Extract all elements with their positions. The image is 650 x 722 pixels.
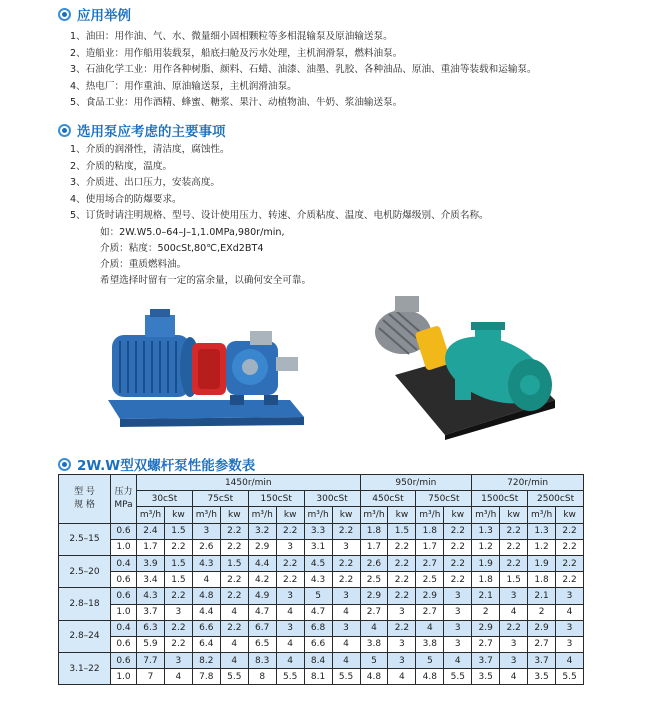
- power-cell: 3: [276, 539, 304, 555]
- flow-cell: 6.6: [192, 620, 220, 636]
- model-header: 型 号 规 格: [59, 475, 111, 524]
- order-example-line: 希望选择时留有一定的富余量，以确何安全可靠。: [100, 275, 312, 286]
- viscosity-header: 75cSt: [192, 491, 248, 507]
- pressure-cell: 0.6: [111, 588, 137, 604]
- power-cell: 4: [220, 636, 248, 652]
- list-item: 2、介质的粘度，温度。: [70, 160, 173, 172]
- model-cell: 2.5–15: [59, 523, 111, 555]
- pressure-cell: 0.6: [111, 523, 137, 539]
- power-cell: 2.2: [388, 620, 416, 636]
- model-cell: 2.8–18: [59, 588, 111, 620]
- table-row: [59, 669, 584, 685]
- power-cell: 2.2: [444, 572, 472, 588]
- viscosity-header: 2500cSt: [528, 491, 584, 507]
- table-row: [59, 555, 584, 571]
- power-cell: 4: [500, 604, 528, 620]
- power-cell: 2.2: [444, 523, 472, 539]
- flow-cell: 3.9: [137, 555, 165, 571]
- order-example-line: 如：2W.W5.0–64–J–1,1.0MPa,980r/min,: [100, 227, 285, 238]
- flow-cell: 6.7: [248, 620, 276, 636]
- unit-flow-header: m³/h: [472, 507, 500, 523]
- section-title-selection: 选用泵应考虑的主要事项: [58, 120, 226, 140]
- power-cell: 3: [388, 604, 416, 620]
- flow-cell: 7.8: [192, 669, 220, 685]
- flow-cell: 1.2: [472, 539, 500, 555]
- flow-cell: 4: [416, 620, 444, 636]
- list-item: 5、订货时请注明规格、型号、设计使用压力、转速、介质粘度、温度、电机防爆级别、介质名称。: [70, 210, 489, 221]
- pressure-header: 压力 MPa: [111, 475, 137, 524]
- flow-cell: 2: [472, 604, 500, 620]
- unit-power-header: kw: [276, 507, 304, 523]
- flow-cell: 4.2: [248, 572, 276, 588]
- flow-cell: 1.2: [528, 539, 556, 555]
- model-cell: 2.5–20: [59, 555, 111, 587]
- viscosity-header: 750cSt: [416, 491, 472, 507]
- flow-cell: 1.3: [528, 523, 556, 539]
- table-row: [59, 620, 584, 636]
- flow-cell: 4: [360, 620, 388, 636]
- list-item: 5、食品工业：用作酒精、蜂蜜、糖浆、果汁、动植物油、牛奶、浆油输送泵。: [70, 97, 403, 108]
- power-cell: 5.5: [332, 669, 360, 685]
- flow-cell: 8.4: [304, 653, 332, 669]
- flow-cell: 3.5: [528, 669, 556, 685]
- list-item: 1、介质的润滑性，清洁度，腐蚀性。: [70, 144, 230, 155]
- flow-cell: 3: [192, 523, 220, 539]
- pressure-cell: 1.0: [111, 669, 137, 685]
- power-cell: 2.2: [332, 523, 360, 539]
- flow-cell: 2.7: [472, 636, 500, 652]
- power-cell: 2.2: [164, 620, 192, 636]
- flow-cell: 3.8: [360, 636, 388, 652]
- flow-cell: 2.9: [360, 588, 388, 604]
- flow-cell: 1.7: [137, 539, 165, 555]
- flow-cell: 3.7: [472, 653, 500, 669]
- flow-cell: 2.6: [192, 539, 220, 555]
- flow-cell: 4.4: [248, 555, 276, 571]
- flow-cell: 6.5: [248, 636, 276, 652]
- power-cell: 4: [332, 653, 360, 669]
- flow-cell: 3.2: [248, 523, 276, 539]
- flow-cell: 4.4: [192, 604, 220, 620]
- unit-power-header: kw: [500, 507, 528, 523]
- flow-cell: 4.7: [248, 604, 276, 620]
- power-cell: 3: [332, 539, 360, 555]
- list-item: 1、油田：用作油、气、水、微量细小固相颗粒等多相混输泵及原油输送泵。: [70, 31, 393, 42]
- viscosity-header: 300cSt: [304, 491, 360, 507]
- unit-flow-header: m³/h: [304, 507, 332, 523]
- flow-cell: 2.7: [416, 555, 444, 571]
- flow-cell: 2.7: [360, 604, 388, 620]
- pressure-cell: 1.0: [111, 604, 137, 620]
- list-item: 2、造船业：用作船用装载泵，船底扫舱及污水处理，主机润滑泵，燃料油泵。: [70, 47, 403, 59]
- viscosity-header: 30cSt: [137, 491, 193, 507]
- unit-power-header: kw: [220, 507, 248, 523]
- flow-cell: 2.1: [472, 588, 500, 604]
- pressure-cell: 1.0: [111, 539, 137, 555]
- flow-cell: 8.3: [248, 653, 276, 669]
- flow-cell: 1.7: [416, 539, 444, 555]
- performance-table: [58, 474, 584, 685]
- power-cell: 2.2: [164, 636, 192, 652]
- power-cell: 2.2: [556, 572, 584, 588]
- flow-cell: 8.2: [192, 653, 220, 669]
- flow-cell: 8: [248, 669, 276, 685]
- table-row: [59, 636, 584, 652]
- viscosity-header: 150cSt: [248, 491, 304, 507]
- power-cell: 3: [332, 620, 360, 636]
- power-cell: 2.2: [556, 523, 584, 539]
- flow-cell: 1.3: [472, 523, 500, 539]
- power-cell: 4: [276, 604, 304, 620]
- unit-flow-header: m³/h: [137, 507, 165, 523]
- model-cell: 3.1–22: [59, 653, 111, 685]
- power-cell: 4: [556, 653, 584, 669]
- power-cell: 2.2: [388, 572, 416, 588]
- power-cell: 3: [556, 636, 584, 652]
- power-cell: 3: [500, 588, 528, 604]
- flow-cell: 7.7: [137, 653, 165, 669]
- flow-cell: 3.1: [304, 539, 332, 555]
- power-cell: 4: [388, 669, 416, 685]
- power-cell: 2.2: [220, 588, 248, 604]
- power-cell: 2.2: [332, 555, 360, 571]
- applications-list: [70, 29, 537, 112]
- flow-cell: 3.7: [137, 604, 165, 620]
- flow-cell: 4.8: [416, 669, 444, 685]
- pressure-cell: 0.4: [111, 555, 137, 571]
- flow-cell: 1.7: [360, 539, 388, 555]
- power-cell: 3: [388, 653, 416, 669]
- power-cell: 4: [332, 636, 360, 652]
- unit-power-header: kw: [332, 507, 360, 523]
- power-cell: 3: [332, 588, 360, 604]
- power-cell: 2.2: [220, 539, 248, 555]
- power-cell: 3: [556, 620, 584, 636]
- power-cell: 3: [164, 653, 192, 669]
- pressure-cell: 0.6: [111, 636, 137, 652]
- power-cell: 3: [500, 653, 528, 669]
- flow-cell: 3.3: [304, 523, 332, 539]
- flow-cell: 8.1: [304, 669, 332, 685]
- flow-cell: 3.8: [416, 636, 444, 652]
- order-example-line: 介质：重质燃料油。: [100, 259, 187, 270]
- power-cell: 4: [276, 636, 304, 652]
- flow-cell: 7: [137, 669, 165, 685]
- flow-cell: 4.5: [304, 555, 332, 571]
- blue-pump-image: [100, 305, 312, 430]
- flow-cell: 4.8: [360, 669, 388, 685]
- flow-cell: 4.3: [192, 555, 220, 571]
- power-cell: 2.2: [164, 588, 192, 604]
- power-cell: 2.2: [388, 539, 416, 555]
- order-example-line: 介质：粘度：500cSt,80℃,EXd2BT4: [100, 243, 264, 254]
- flow-cell: 1.8: [416, 523, 444, 539]
- unit-flow-header: m³/h: [248, 507, 276, 523]
- flow-cell: 3.5: [472, 669, 500, 685]
- power-cell: 2.2: [444, 555, 472, 571]
- table-row: [59, 523, 584, 539]
- pressure-cell: 0.6: [111, 572, 137, 588]
- list-item: 3、介质进、出口压力，安装高度。: [70, 177, 221, 188]
- power-cell: 1.5: [164, 572, 192, 588]
- power-cell: 2.2: [500, 539, 528, 555]
- power-cell: 2.2: [276, 523, 304, 539]
- flow-cell: 2.4: [137, 523, 165, 539]
- flow-cell: 2.7: [528, 636, 556, 652]
- flow-cell: 2.9: [472, 620, 500, 636]
- power-cell: 5.5: [276, 669, 304, 685]
- flow-cell: 4.9: [248, 588, 276, 604]
- flow-cell: 5.9: [137, 636, 165, 652]
- flow-cell: 2.5: [416, 572, 444, 588]
- flow-cell: 4.3: [137, 588, 165, 604]
- pressure-cell: 0.4: [111, 620, 137, 636]
- table-row: [59, 588, 584, 604]
- flow-cell: 1.8: [528, 572, 556, 588]
- flow-cell: 6.3: [137, 620, 165, 636]
- section-title-performance-table: 2W.W型双螺杆泵性能参数表: [58, 454, 255, 474]
- speed-header: 950r/min: [360, 475, 472, 491]
- flow-cell: 2.9: [248, 539, 276, 555]
- circle-bullet-icon: [58, 458, 71, 471]
- flow-cell: 1.9: [472, 555, 500, 571]
- power-cell: 2.2: [500, 523, 528, 539]
- flow-cell: 4.8: [192, 588, 220, 604]
- flow-cell: 1.9: [528, 555, 556, 571]
- power-cell: 5.5: [556, 669, 584, 685]
- power-cell: 2.2: [220, 572, 248, 588]
- unit-power-header: kw: [388, 507, 416, 523]
- power-cell: 3: [444, 636, 472, 652]
- flow-cell: 2.5: [360, 572, 388, 588]
- power-cell: 2.2: [444, 539, 472, 555]
- flow-cell: 4.3: [304, 572, 332, 588]
- table-row: [59, 604, 584, 620]
- power-cell: 3: [444, 588, 472, 604]
- power-cell: 2.2: [220, 523, 248, 539]
- flow-cell: 6.6: [304, 636, 332, 652]
- power-cell: 4: [220, 653, 248, 669]
- power-cell: 2.2: [164, 539, 192, 555]
- power-cell: 4: [276, 653, 304, 669]
- power-cell: 2.2: [388, 555, 416, 571]
- flow-cell: 2.7: [416, 604, 444, 620]
- unit-power-header: kw: [444, 507, 472, 523]
- power-cell: 2.2: [556, 555, 584, 571]
- power-cell: 2.2: [220, 620, 248, 636]
- speed-header: 1450r/min: [137, 475, 361, 491]
- flow-cell: 4: [192, 572, 220, 588]
- section-title-applications: 应用举例: [58, 4, 131, 24]
- power-cell: 5.5: [444, 669, 472, 685]
- power-cell: 4: [444, 653, 472, 669]
- power-cell: 4: [332, 604, 360, 620]
- flow-cell: 2: [528, 604, 556, 620]
- flow-cell: 4.7: [304, 604, 332, 620]
- flow-cell: 3.4: [137, 572, 165, 588]
- power-cell: 3: [444, 620, 472, 636]
- power-cell: 1.5: [220, 555, 248, 571]
- order-example: [100, 225, 311, 289]
- unit-flow-header: m³/h: [528, 507, 556, 523]
- speed-header: 720r/min: [472, 475, 584, 491]
- power-cell: 2.2: [276, 572, 304, 588]
- flow-cell: 2.9: [528, 620, 556, 636]
- unit-flow-header: m³/h: [416, 507, 444, 523]
- power-cell: 4: [220, 604, 248, 620]
- power-cell: 3: [388, 636, 416, 652]
- power-cell: 2.2: [276, 555, 304, 571]
- power-cell: 2.2: [332, 572, 360, 588]
- list-item: 4、热电厂：用作重油、原油输送泵，主机润滑油泵。: [70, 80, 297, 92]
- circle-bullet-icon: [58, 124, 71, 137]
- power-cell: 2.2: [556, 539, 584, 555]
- power-cell: 5.5: [220, 669, 248, 685]
- flow-cell: 2.9: [416, 588, 444, 604]
- viscosity-header: 1500cSt: [472, 491, 528, 507]
- power-cell: 3: [164, 604, 192, 620]
- model-cell: 2.8–24: [59, 620, 111, 652]
- flow-cell: 1.8: [360, 523, 388, 539]
- power-cell: 1.5: [164, 523, 192, 539]
- flow-cell: 1.8: [472, 572, 500, 588]
- power-cell: 2.2: [388, 588, 416, 604]
- teal-pump-image: [365, 290, 565, 440]
- power-cell: 2.2: [500, 555, 528, 571]
- table-row: [59, 653, 584, 669]
- flow-cell: 2.6: [360, 555, 388, 571]
- circle-bullet-icon: [58, 8, 71, 21]
- selection-list: [70, 142, 489, 225]
- table-row: [59, 539, 584, 555]
- power-cell: 3: [500, 636, 528, 652]
- power-cell: 3: [276, 620, 304, 636]
- power-cell: 1.5: [500, 572, 528, 588]
- flow-cell: 5: [304, 588, 332, 604]
- power-cell: 1.5: [164, 555, 192, 571]
- power-cell: 3: [444, 604, 472, 620]
- flow-cell: 6.8: [304, 620, 332, 636]
- unit-flow-header: m³/h: [360, 507, 388, 523]
- unit-power-header: kw: [556, 507, 584, 523]
- power-cell: 4: [500, 669, 528, 685]
- flow-cell: 2.1: [528, 588, 556, 604]
- power-cell: 3: [556, 588, 584, 604]
- power-cell: 4: [164, 669, 192, 685]
- flow-cell: 6.4: [192, 636, 220, 652]
- power-cell: 1.5: [388, 523, 416, 539]
- power-cell: 3: [276, 588, 304, 604]
- list-item: 3、石油化学工业：用作各种树脂、颜料、石蜡、油漆、油墨、乳胶、各种油品、原油、重油等装载和运输泵。: [70, 64, 537, 75]
- unit-power-header: kw: [164, 507, 192, 523]
- flow-cell: 5: [360, 653, 388, 669]
- pressure-cell: 0.6: [111, 653, 137, 669]
- flow-cell: 3.7: [528, 653, 556, 669]
- viscosity-header: 450cSt: [360, 491, 416, 507]
- unit-flow-header: m³/h: [192, 507, 220, 523]
- table-row: [59, 572, 584, 588]
- flow-cell: 5: [416, 653, 444, 669]
- power-cell: 4: [556, 604, 584, 620]
- list-item: 4、使用场合的防爆要求。: [70, 193, 182, 205]
- power-cell: 2.2: [500, 620, 528, 636]
